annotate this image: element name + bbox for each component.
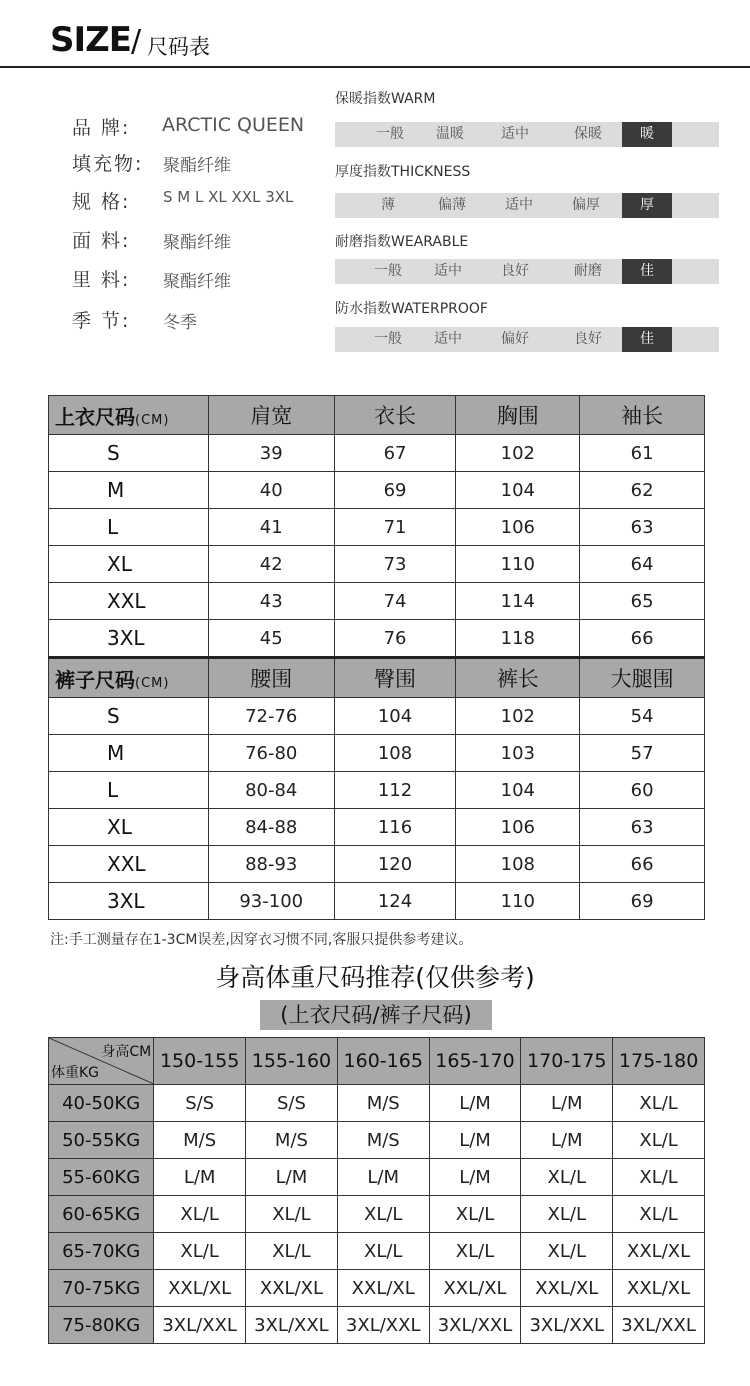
value-cell: 93-100 [208,883,334,920]
height-header: 165-170 [429,1038,521,1085]
recommend-cell: XL/L [613,1122,705,1159]
column-header: 胸围 [456,396,580,435]
table-row [49,1159,705,1196]
value-cell: 72-76 [208,698,334,735]
value-cell: 80-84 [208,772,334,809]
spec-label-brand: 品 牌: [72,117,131,139]
recommend-cell: XL/L [521,1233,613,1270]
spec-value-lining: 聚酯纤维 [163,272,231,292]
value-cell: 110 [456,883,580,920]
recommend-cell: XL/L [613,1085,705,1122]
title-slash: / [131,24,142,59]
table-row [49,509,705,546]
value-cell: 108 [334,735,456,772]
recommend-cell: L/M [246,1159,338,1196]
index-bar-wearable [335,259,719,284]
recommend-cell: XL/L [246,1196,338,1233]
spec-value-filling: 聚酯纤维 [163,156,231,176]
value-cell: 116 [334,809,456,846]
value-cell: 69 [580,883,705,920]
value-cell: 62 [580,472,705,509]
value-cell: 104 [456,472,580,509]
index-option: 耐磨 [574,263,602,279]
recommend-cell: L/M [429,1159,521,1196]
height-header: 170-175 [521,1038,613,1085]
table-row [49,1233,705,1270]
size-cell: L [49,509,209,546]
recommend-cell: M/S [337,1122,429,1159]
index-option: 薄 [381,197,395,213]
pants-table-title [49,658,209,698]
weight-cell: 40-50KG [49,1085,154,1122]
recommend-cell: 3XL/XXL [613,1307,705,1344]
title-chinese: 尺码表 [147,35,210,59]
index-option: 良好 [574,331,602,347]
column-header: 袖长 [580,396,705,435]
value-cell: 71 [334,509,456,546]
spec-value-brand: ARCTIC QUEEN [162,114,305,136]
index-option: 一般 [376,126,404,142]
size-cell: XXL [49,846,209,883]
weight-cell: 70-75KG [49,1270,154,1307]
value-cell: 39 [208,435,334,472]
value-cell: 41 [208,509,334,546]
value-cell: 66 [580,620,705,658]
index-bar-thickness [335,193,719,218]
table-row [49,435,705,472]
top-table-header [49,396,705,435]
value-cell: 104 [456,772,580,809]
recommend-cell: XXL/XL [521,1270,613,1307]
spec-label-lining: 里 料: [72,269,131,291]
value-cell: 114 [456,583,580,620]
index-option: 适中 [501,126,529,142]
recommend-cell: XXL/XL [613,1233,705,1270]
top-table-title-text: 上衣尺码 [55,404,135,429]
index-option: 适中 [505,197,533,213]
index-option: 保暖 [574,126,602,142]
table-row [49,698,705,735]
table-row [49,809,705,846]
table-row [49,1085,705,1122]
value-cell: 118 [456,620,580,658]
value-cell: 63 [580,509,705,546]
recommend-subtitle: (上衣尺码/裤子尺码) [260,1000,492,1030]
height-header: 150-155 [154,1038,246,1085]
table-row [49,883,705,920]
pants-table-unit: (CM) [135,675,170,691]
pants-table-header [49,658,705,698]
table-row [49,772,705,809]
index-option: 一般 [374,263,402,279]
value-cell: 45 [208,620,334,658]
recommend-cell: L/M [337,1159,429,1196]
recommend-cell: S/S [154,1085,246,1122]
top-table-unit: (CM) [135,412,170,428]
value-cell: 64 [580,546,705,583]
table-row [49,472,705,509]
index-option: 一般 [374,331,402,347]
title-size: SIZE [50,20,132,60]
value-cell: 69 [334,472,456,509]
value-cell: 124 [334,883,456,920]
recommend-cell: L/M [521,1122,613,1159]
size-cell: XXL [49,583,209,620]
measurement-note: 注:手工测量存在1-3CM误差,因穿衣习惯不同,客服只提供参考建议。 [50,932,473,948]
recommend-cell: XXL/XL [613,1270,705,1307]
recommend-cell: XL/L [429,1196,521,1233]
recommend-title: 身高体重尺码推荐(仅供参考) [215,963,535,992]
corner-height-label: 身高CM [101,1044,152,1060]
index-option: 适中 [434,331,462,347]
value-cell: 61 [580,435,705,472]
recommend-cell: 3XL/XXL [521,1307,613,1344]
table-row [49,1307,705,1344]
size-cell: M [49,472,209,509]
spec-value-sizes: S M L XL XXL 3XL [163,188,294,206]
size-cell: 3XL [49,883,209,920]
value-cell: 66 [580,846,705,883]
value-cell: 54 [580,698,705,735]
recommend-cell: M/S [337,1085,429,1122]
column-header: 大腿围 [580,658,705,698]
recommend-cell: XL/L [337,1196,429,1233]
index-option: 偏厚 [572,197,600,213]
column-header: 肩宽 [208,396,334,435]
index-option-active: 暖 [622,122,672,147]
spec-label-season: 季 节: [72,310,131,332]
value-cell: 102 [456,698,580,735]
value-cell: 110 [456,546,580,583]
table-row [49,546,705,583]
table-row [49,1122,705,1159]
column-header: 臀围 [334,658,456,698]
size-cell: M [49,735,209,772]
corner-weight-label: 体重KG [51,1065,100,1081]
column-header: 腰围 [208,658,334,698]
recommend-cell: S/S [246,1085,338,1122]
value-cell: 40 [208,472,334,509]
top-table-title [49,396,209,435]
index-option: 偏薄 [438,197,466,213]
value-cell: 76 [334,620,456,658]
index-option-active: 厚 [622,193,672,218]
recommend-cell: 3XL/XXL [337,1307,429,1344]
recommend-cell: XXL/XL [337,1270,429,1307]
size-cell: XL [49,809,209,846]
value-cell: 43 [208,583,334,620]
recommend-header-row [49,1038,705,1085]
recommend-cell: XL/L [613,1196,705,1233]
recommend-cell: 3XL/XXL [429,1307,521,1344]
recommend-cell: XL/L [337,1233,429,1270]
size-table [48,395,705,920]
recommend-cell: XL/L [521,1196,613,1233]
index-title-warm: 保暖指数WARM [335,91,436,107]
weight-cell: 60-65KG [49,1196,154,1233]
value-cell: 57 [580,735,705,772]
spec-label-filling: 填充物: [72,153,144,175]
recommend-table [48,1037,705,1344]
value-cell: 76-80 [208,735,334,772]
value-cell: 103 [456,735,580,772]
index-option: 适中 [434,263,462,279]
recommend-cell: M/S [246,1122,338,1159]
recommend-cell: L/M [154,1159,246,1196]
index-bar-warm [335,122,719,147]
recommend-cell: XXL/XL [246,1270,338,1307]
weight-cell: 75-80KG [49,1307,154,1344]
value-cell: 112 [334,772,456,809]
size-cell: 3XL [49,620,209,658]
corner-header [49,1038,154,1085]
value-cell: 73 [334,546,456,583]
value-cell: 42 [208,546,334,583]
recommend-cell: M/S [154,1122,246,1159]
recommend-cell: XXL/XL [154,1270,246,1307]
spec-value-season: 冬季 [163,313,197,333]
size-cell: L [49,772,209,809]
spec-label-fabric: 面 料: [72,230,131,252]
recommend-cell: 3XL/XXL [246,1307,338,1344]
value-cell: 84-88 [208,809,334,846]
spec-value-fabric: 聚酯纤维 [163,233,231,253]
recommend-cell: 3XL/XXL [154,1307,246,1344]
recommend-cell: XL/L [154,1233,246,1270]
size-cell: XL [49,546,209,583]
recommend-cell: L/M [521,1085,613,1122]
recommend-cell: XL/L [613,1159,705,1196]
table-row [49,620,705,658]
height-header: 160-165 [337,1038,429,1085]
size-cell: S [49,698,209,735]
weight-cell: 65-70KG [49,1233,154,1270]
table-row [49,1196,705,1233]
value-cell: 108 [456,846,580,883]
value-cell: 67 [334,435,456,472]
height-header: 175-180 [613,1038,705,1085]
value-cell: 106 [456,509,580,546]
value-cell: 88-93 [208,846,334,883]
value-cell: 74 [334,583,456,620]
spec-label-sizes: 规 格: [72,191,131,213]
recommend-cell: XL/L [154,1196,246,1233]
pants-table-title-text: 裤子尺码 [55,667,135,692]
recommend-cell: L/M [429,1085,521,1122]
value-cell: 102 [456,435,580,472]
weight-cell: 50-55KG [49,1122,154,1159]
index-title-wearable: 耐磨指数WEARABLE [335,234,469,250]
value-cell: 65 [580,583,705,620]
weight-cell: 55-60KG [49,1159,154,1196]
index-option-active: 佳 [622,259,672,284]
index-option-active: 佳 [622,327,672,352]
index-option: 良好 [501,263,529,279]
column-header: 裤长 [456,658,580,698]
index-option: 偏好 [501,331,529,347]
table-row [49,1270,705,1307]
height-header: 155-160 [246,1038,338,1085]
value-cell: 120 [334,846,456,883]
recommend-cell: L/M [429,1122,521,1159]
table-row [49,735,705,772]
table-row [49,846,705,883]
table-row [49,583,705,620]
recommend-cell: XL/L [521,1159,613,1196]
index-title-thickness: 厚度指数THICKNESS [335,164,471,180]
recommend-cell: XL/L [246,1233,338,1270]
value-cell: 104 [334,698,456,735]
index-title-waterproof: 防水指数WATERPROOF [335,301,488,317]
header-divider [0,66,750,68]
recommend-cell: XL/L [429,1233,521,1270]
value-cell: 63 [580,809,705,846]
index-option: 温暖 [436,126,464,142]
size-cell: S [49,435,209,472]
recommend-cell: XXL/XL [429,1270,521,1307]
index-bar-waterproof [335,327,719,352]
column-header: 衣长 [334,396,456,435]
value-cell: 106 [456,809,580,846]
value-cell: 60 [580,772,705,809]
